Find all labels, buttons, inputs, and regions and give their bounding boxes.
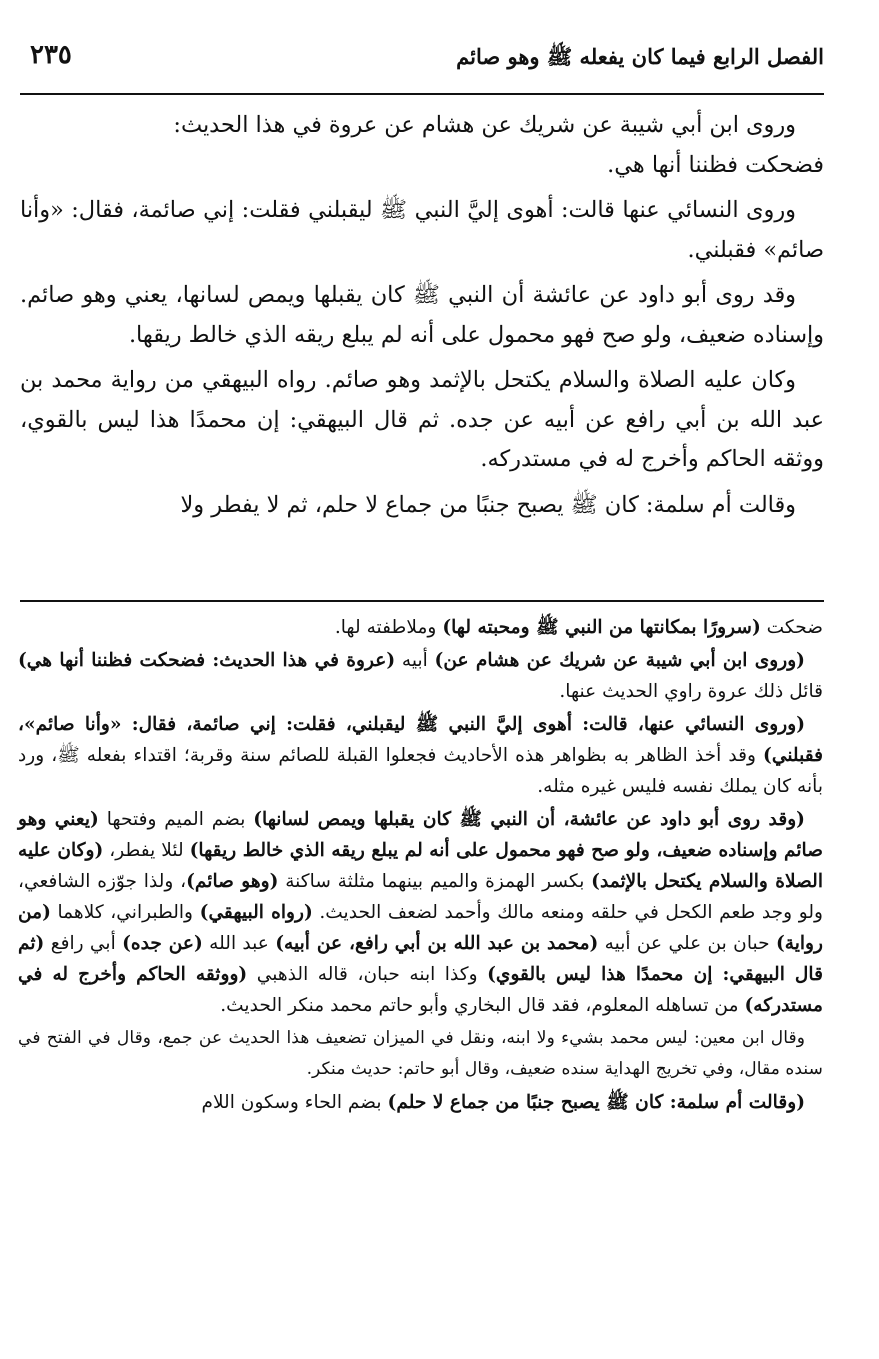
commentary-plain: وكذا ابنه حبان، قاله الذهبي xyxy=(256,964,478,985)
commentary-quote: (من رواية) xyxy=(18,902,824,954)
matn-paragraph: وروى النسائي عنها قالت: أهوى إليَّ النبي ﷺ ليقبلني فقلت: إني صائمة، فقال: «وأنا صائم» فقبلني. xyxy=(20,197,824,263)
commentary-plain: بضم الميم وفتحها xyxy=(106,809,246,830)
matn-paragraph: وكان عليه الصلاة والسلام يكتحل بالإثمد وهو صائم. رواه البيهقي من رواية محمد بن عبد الله بن أبي رافع عن أبيه عن جده. ثم قال البيهقي: إن محمدًا هذا ليس بالقوي، ووثقه الحاكم وأخرج له في مستدركه. xyxy=(20,367,824,472)
commentary-quote: (وقد روى أبو داود عن عائشة، أن النبي ﷺ كان يقبلها ويمص لسانها) xyxy=(253,809,805,830)
commentary-quote: (عروة في هذا الحديث: فضحكت فظننا أنها هي) xyxy=(18,650,396,671)
commentary-quote: (وروى النسائي عنها، قالت: أهوى إليَّ النبي ﷺ ليقبلني، فقلت: إني صائمة، فقال: «وأنا صائم»، فقبلني) xyxy=(18,714,823,766)
running-header xyxy=(22,38,824,88)
commentary-paragraph xyxy=(18,1087,823,1118)
commentary-plain: من تساهله المعلوم، فقد قال البخاري وأبو حاتم محمد منكر الحديث. xyxy=(220,995,739,1016)
commentary-quote: (رواه البيهقي) xyxy=(199,902,313,923)
main-text xyxy=(20,106,824,531)
matn-paragraph: فضحكت فظننا أنها هي. xyxy=(607,151,824,178)
commentary-plain: بكسر الهمزة والميم بينهما مثلثة ساكنة xyxy=(285,871,585,892)
commentary-text xyxy=(18,612,823,1120)
commentary-paragraph xyxy=(18,645,823,707)
commentary-quote: (ثم قال البيهقي: إن محمدًا هذا ليس بالقوي) xyxy=(18,933,823,985)
page-number: ٢٣٥ xyxy=(30,40,72,70)
commentary-plain: وقد أخذ الظاهر به بظواهر هذه الأحاديث فجعلوا القبلة للصائم سنة وقربة؛ اقتداء بفعله ﷺ، ورد بأنه كان يملك نفسه فليس غيره مثله. xyxy=(18,745,823,797)
commentary-quote: (سرورًا بمكانتها من النبي ﷺ ومحبته لها) xyxy=(442,617,761,638)
chapter-title: الفصل الرابع فيما كان يفعله ﷺ وهو صائم xyxy=(456,44,824,69)
commentary-quote: (ووثقه الحاكم وأخرج له في مستدركه) xyxy=(18,964,823,1016)
matn-paragraph: وقد روى أبو داود عن عائشة أن النبي ﷺ كان يقبلها ويمص لسانها، يعني وهو صائم. وإسناده ضعيف، ولو صح فهو محمول على أنه لم يبلع ريقه الذي خالط ريقها. xyxy=(20,282,824,348)
commentary-quote: (عن جده) xyxy=(122,933,203,954)
commentary-quote: (وكان عليه الصلاة والسلام يكتحل بالإثمد) xyxy=(18,840,823,892)
commentary-paragraph xyxy=(18,612,823,643)
commentary-plain: والطبراني، كلاهما xyxy=(57,902,194,923)
commentary-plain: ، ولذا جوّزه الشافعي، ولو وجد طعم الكحل في حلقه ومنعه مالك وأحمد لضعف الحديث. xyxy=(18,871,823,923)
header-rule xyxy=(20,93,824,95)
commentary-quote: (محمد بن عبد الله بن أبي رافع، عن أبيه) xyxy=(275,933,599,954)
commentary-plain: حبان بن علي عن أبيه xyxy=(604,933,770,954)
commentary-quote: (وقالت أم سلمة: كان ﷺ يصبح جنبًا من جماع لا حلم) xyxy=(387,1092,805,1113)
commentary-paragraph xyxy=(18,804,823,1021)
footnote-separator xyxy=(20,600,824,602)
commentary-quote: (يعني وهو صائم وإسناده ضعيف، ولو صح فهو محمول على أنه لم يبلع ريقه الذي خالط ريقها) xyxy=(18,809,823,861)
matn-paragraph: وروى ابن أبي شيبة عن شريك عن هشام عن عروة في هذا الحديث: xyxy=(173,112,796,138)
commentary-plain: وملاطفته لها. xyxy=(334,617,437,638)
commentary-plain: عبد الله xyxy=(209,933,269,954)
matn-paragraph: وقالت أم سلمة: كان ﷺ يصبح جنبًا من جماع لا حلم، ثم لا يفطر ولا xyxy=(180,491,796,518)
commentary-paragraph xyxy=(18,709,823,802)
commentary-quote: (وروى ابن أبي شيبة عن شريك عن هشام عن) xyxy=(434,650,805,671)
commentary-plain: أبي رافع xyxy=(50,933,116,954)
commentary-quote: (وهو صائم) xyxy=(186,871,279,892)
commentary-plain: لئلا يفطر، xyxy=(109,840,184,861)
commentary-plain: أبيه xyxy=(401,650,428,671)
commentary-paragraph: وقال ابن معين: ليس محمد بشيء ولا ابنه، ونقل في الميزان تضعيف هذا الحديث عن جمع، وقال في الفتح في سنده مقال، وفي تخريج الهداية سنده ضعيف، وقال أبو حاتم: حديث منكر. xyxy=(18,1028,823,1079)
commentary-plain: بضم الحاء وسكون اللام xyxy=(201,1092,382,1113)
commentary-plain: ضحكت xyxy=(766,617,823,638)
commentary-plain: قائل ذلك عروة راوي الحديث عنها. xyxy=(559,681,823,702)
